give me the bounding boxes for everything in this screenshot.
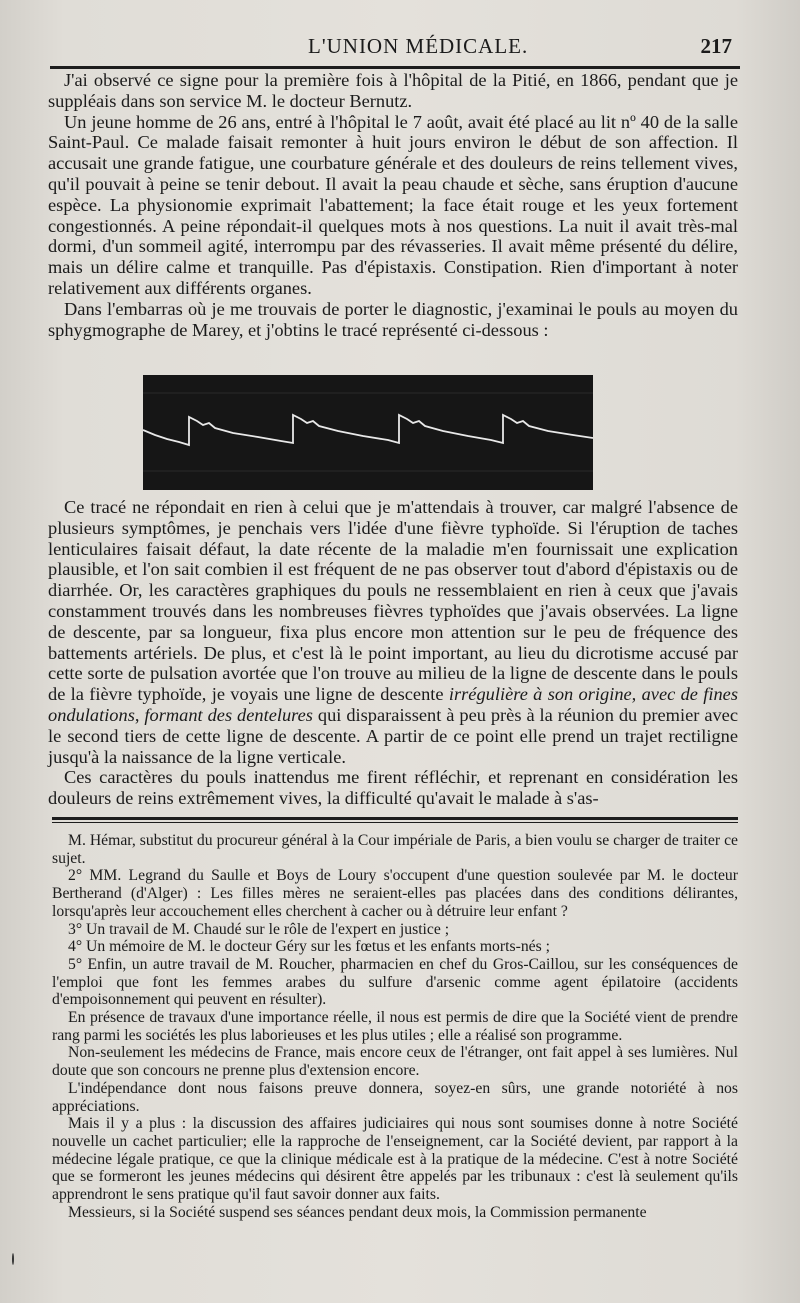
intro-paragraph: Un jeune homme de 26 ans, entré à l'hôpital le 7 août, avait été placé au lit nº 40 de la salle Saint-Paul. Ce malade faisait remonter à huit jours environ le début de son affection. Il accusait une grande fatigue, une courbature générale et des douleurs de reins tellement vives, qu'il pouvait à peine se tenir debout. Il avait la peau chaude et sèche, sans éruption d'aucune espèce. La physionomie exprimait l'abattement; la face était rouge et les yeux fortement congestionnés. A peine répondait-il quelques mots à nos questions. La nuit il avait très-mal dormi, d'un sommeil agité, interrompu par des révasseries. Il avait même présenté du délire, mais un délire calme et tranquille. Pas d'épistaxis. Constipation. Rien d'important à noter relativement aux différents organes. xyxy=(48,111,738,298)
discussion-text-run: Ce tracé ne répondait en rien à celui que je m'attendais à trouver, car malgré l'absence de plusieurs symptômes, je penchais vers l'idée d'une fièvre typhoïde. Si l'éruption de taches lenticulaires faisait défaut, la date récente de la maladie m'en fournissait une explication plausible, et l'on sait combien il est fréquent de ne pas observer tout d'abord d'épistaxis ou de diarrhée. Or, les caractères graphiques du pouls ne ressemblaient en rien à ceux que j'avais constamment trouvés dans les nombreuses fièvres typhoïdes que j'avais observées. La ligne de descente, par sa longueur, fixa plus encore mon attention sur le peu de fréquence des battements artériels. De plus, et c'est là le point important, au lieu du dicrotisme accusé par cette sorte de pulsation avortée que l'on trouve au milieu de la ligne de descente dans le pouls de la fièvre typhoïde, je voyais une ligne de descente xyxy=(48,497,738,705)
discussion-text-run: , xyxy=(134,704,145,725)
scan-speck xyxy=(12,1253,14,1265)
feuilleton-paragraph: L'indépendance dont nous faisons preuve donnera, soyez-en sûrs, une grande notoriété à nos appréciations. xyxy=(52,1079,738,1115)
intro-paragraph: J'ai observé ce signe pour la première fois à l'hôpital de la Pitié, en 1866, pendant que je suppléais dans son service M. le docteur Bernutz. xyxy=(48,70,738,111)
feuilleton-paragraph: Mais il y a plus : la discussion des affaires judiciaires qui nous sont soumises donne à notre Société nouvelle un cachet particulier; elle la rapproche de l'enseignement, car la Société devient, par rapport à la médecine légale pratique, ce que la clinique médicale est à la pratique de la médecine. C'est à notre Société que se formeront les jeunes médecins qui désirent être appelés par les tribunaux : c'est là seulement qu'ils apprendront le sens pratique qu'il faut savoir donner aux faits. xyxy=(52,1115,738,1204)
emphasis-text: irrégulière à son origine, avec de fines ondulations xyxy=(48,684,738,725)
footnote-rule xyxy=(52,822,738,823)
discussion-paragraph xyxy=(48,497,738,767)
feuilleton-text xyxy=(52,832,738,1221)
discussion-text-run: qui disparaissent à peu près à la réunion du premier avec le second tiers de cette ligne de descente. A partir de ce point elle prend un trajet rectiligne jusqu'à la naissance de la ligne verticale. xyxy=(48,704,738,767)
feuilleton-paragraph: 2° MM. Legrand du Saulle et Boys de Loury s'occupent d'une question soulevée par M. le docteur Bertherand (d'Alger) : Les filles mères ne seraient-elles pas placées dans des conditions délirantes, lorsqu'après leur accouchement elles cherchent à cacher ou à détruire leur enfant ? xyxy=(52,867,738,920)
running-header xyxy=(50,34,740,58)
discussion-text xyxy=(48,497,738,809)
feuilleton-paragraph: En présence de travaux d'une importance réelle, il nous est permis de dire que la Société vient de prendre rang parmi les sociétés les plus laborieuses et les plus utiles ; elle a réalisé son programme. xyxy=(52,1009,738,1044)
feuilleton-paragraph: Non-seulement les médecins de France, mais encore ceux de l'étranger, ont fait appel à ses lumières. Nul doute que son concours ne prenne plus d'extension encore. xyxy=(52,1044,738,1080)
emphasis-text: formant des dentelures xyxy=(144,704,313,725)
footnote-rule xyxy=(52,817,738,820)
intro-paragraph: Dans l'embarras où je me trouvais de porter le diagnostic, j'examinai le pouls au moyen du sphygmographe de Marey, et j'obtins le tracé représenté ci-dessous : xyxy=(48,298,738,340)
sphygmograph-tracing-icon xyxy=(143,375,593,490)
sphygmograph-tracing-figure xyxy=(143,375,593,490)
feuilleton-paragraph: 3° Un travail de M. Chaudé sur le rôle de l'expert en justice ; xyxy=(68,920,450,938)
header-rule xyxy=(50,66,740,69)
feuilleton-paragraph: 4° Un mémoire de M. le docteur Géry sur les fœtus et les enfants morts-nés ; xyxy=(68,938,551,956)
feuilleton-paragraph: Messieurs, si la Société suspend ses séances pendant deux mois, la Commission permanente xyxy=(68,1203,647,1221)
page-number: 217 xyxy=(700,34,732,58)
intro-text xyxy=(48,70,738,340)
discussion-paragraph: Ces caractères du pouls inattendus me firent réfléchir, et reprenant en considération les douleurs de reins extrêmement vives, la difficulté qu'avait le malade à s'as- xyxy=(48,767,738,809)
feuilleton-paragraph: 5° Enfin, un autre travail de M. Roucher, pharmacien en chef du Gros-Caillou, sur les conséquences de l'emploi que font les femmes arabes du sulfure d'arsenic comme agent épilatoire (accidents d'empoisonnement qui peuvent en résulter). xyxy=(52,955,738,1009)
feuilleton-paragraph: M. Hémar, substitut du procureur général à la Cour impériale de Paris, a bien voulu se charger de traiter ce sujet. xyxy=(52,832,738,867)
running-title: L'UNION MÉDICALE. xyxy=(308,34,529,58)
